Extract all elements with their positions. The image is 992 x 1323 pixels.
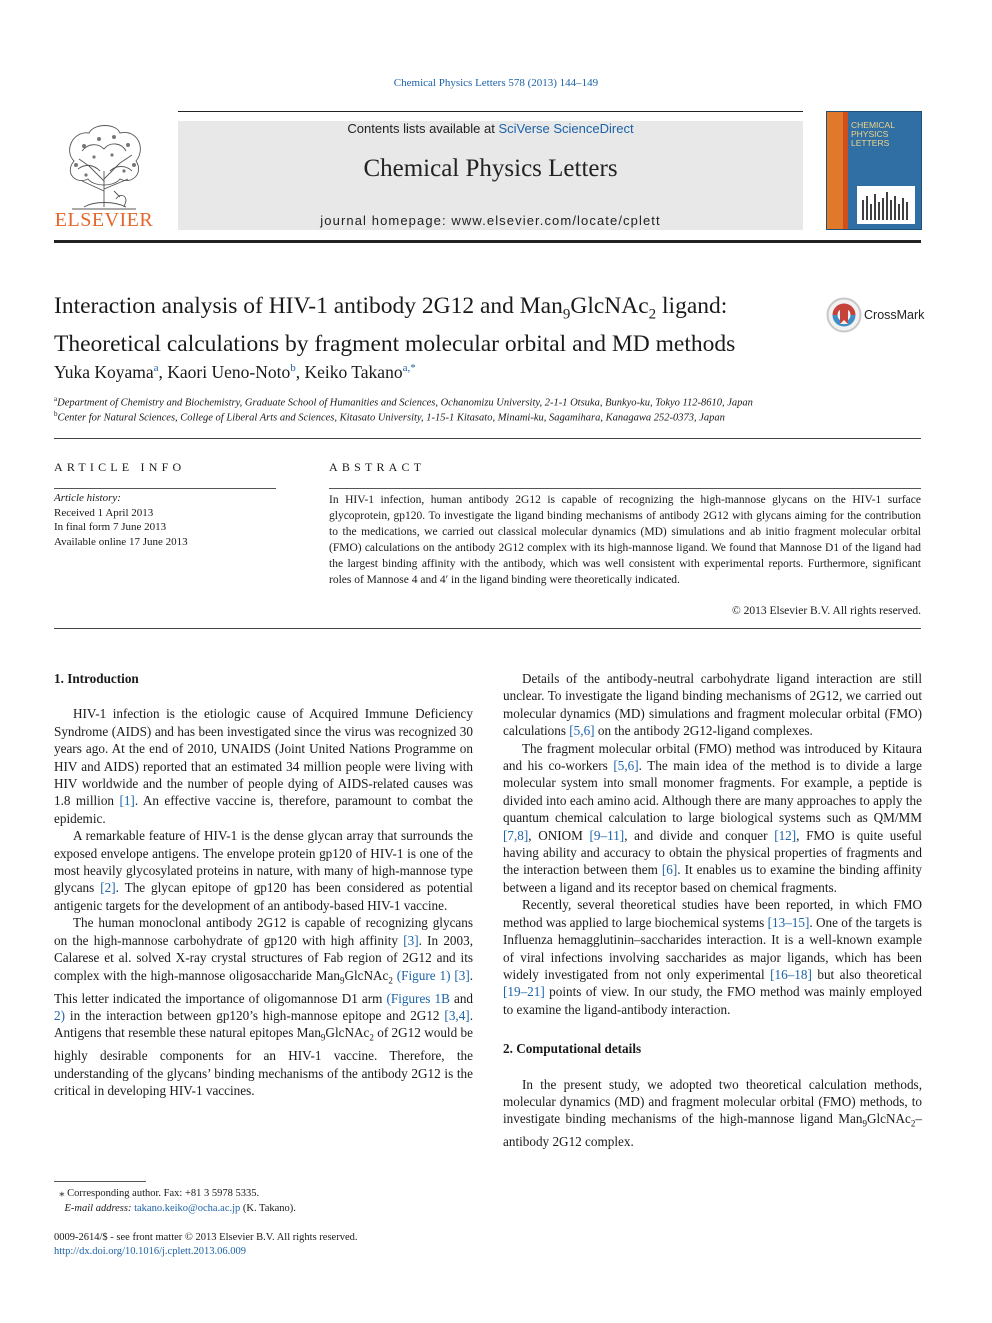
cover-stripe-dark (843, 112, 848, 230)
header-thick-rule (54, 240, 921, 243)
author-name: Yuka Koyama (54, 362, 154, 382)
figure-link[interactable]: (Figure 1) (396, 967, 451, 983)
citation-link[interactable]: [2] (100, 880, 116, 896)
journal-homepage: journal homepage: www.elsevier.com/locate/cplett (320, 213, 661, 228)
author-affil-marker[interactable]: a (153, 362, 159, 375)
figure-link[interactable]: (Figures 1B (386, 990, 450, 1006)
cover-stripe (827, 112, 843, 230)
journal-cover-thumbnail[interactable] (826, 111, 922, 230)
abstract-rule (329, 488, 921, 489)
body-column-right (503, 670, 922, 1151)
paragraph: Details of the antibody-neutral carbohydrate ligand interaction are still unclear. To investigate the ligand binding mechanisms of 2G12, we carried out molecular dynamics (MD) simulations and fragment molecular orbital (FMO) calculations [5,6] on the antibody 2G12-ligand complexes. (503, 671, 922, 739)
paragraph: A remarkable feature of HIV-1 is the dense glycan array that surrounds the exposed envelope antigens. The envelope protein gp120 of HIV-1 is one of the most heavily glycosylated proteins in nature, with many of high-mannose type glycans [2]. The glycan epitope of gp120 has been considered as potential antigenic targets for the development of an antibody-based HIV-1 vaccine. (54, 828, 473, 913)
affiliation-rule (54, 438, 921, 439)
citation-link[interactable]: [12] (774, 827, 797, 843)
abstract-heading: ABSTRACT (329, 460, 426, 474)
paragraph: In the present study, we adopted two theoretical calculation methods, molecular dynamics (MD) and fragment molecular orbital (FMO) methods, to investigate binding mechanisms of the high-mannose ligand Man$_9$GlcNAc$_2$–antibody 2G12 complex. (503, 1076, 922, 1150)
abstract-text: In HIV-1 infection, human antibody 2G12 is capable of recognizing the high-mannose glycans on the HIV-1 surface glycoprotein, gp120. To investigate the ligand binding mechanisms of antibody 2G12 with glycans aiming for the contribution to the medications, we carried out classical molecular dynamics (MD) simulations and ab initio fragment molecular orbital (FMO) calculations on the antibody 2G12 complex with its high-mannose ligand. We found that Mannose D1 of the ligand had the largest binding affinity with the antibody, which was well consistent with experimental reports. Furthermore, significant roles of Mannose 4 and 4′ in the ligand binding were theoretically indicated. (329, 494, 921, 586)
author-name: Kaori Ueno-Noto (167, 362, 291, 382)
author-name: Keiko Takano (304, 362, 403, 382)
section-heading-computational-details: 2. Computational details (503, 1041, 642, 1057)
abstract-bottom-rule (54, 628, 921, 629)
cover-title: CHEMICAL PHYSICS LETTERS (851, 120, 895, 148)
paragraph: The fragment molecular orbital (FMO) method was introduced by Kitaura and his co-workers [5,6]. The main idea of the method is to divide a large molecular system into small monomer fragments. For example, a peptide is divided into each amino acid. Although there are many approaches to apply the quantum chemical calculation to large biological systems such as QM/MM [7,8], ONIOM [9–11], and divide and conquer [12], FMO is quite useful having ability and accuracy to obtain the physical properties of fragments and the interaction between them [6]. It enables us to examine the binding affinity between a ligand and its receptor based on chemical fragments. (503, 740, 922, 895)
citation-link[interactable]: [5,6] (613, 758, 639, 774)
journal-title: Chemical Physics Letters (363, 155, 618, 182)
section-heading-introduction: 1. Introduction (54, 671, 139, 686)
citation-link[interactable]: [9–11] (589, 827, 625, 843)
crossmark-icon[interactable] (826, 297, 862, 333)
citation-link[interactable]: [3,4] (444, 1007, 470, 1023)
cover-spectrum-image (857, 186, 915, 224)
citation-link[interactable]: [13–15] (767, 914, 810, 930)
article-title: Interaction analysis of HIV-1 antibody 2G12 and Man$_9$GlcNAc$_2$ ligand: Theoretical calculations by fragment molecular orbital and MD methods (54, 293, 736, 357)
homepage-link[interactable]: www.elsevier.com/locate/cplett (451, 213, 661, 228)
author-list: Yuka Koyama$^a$, Kaori Ueno-Noto$^b$, Keiko Takano$^{a,*}$ (54, 362, 416, 382)
crossmark-label[interactable]: CrossMark (864, 308, 925, 322)
email-link[interactable]: takano.keiko@ocha.ac.jp (134, 1203, 241, 1214)
abstract-copyright: © 2013 Elsevier B.V. All rights reserved. (732, 605, 921, 617)
citation-link[interactable]: [19–21] (503, 984, 545, 1000)
contents-line: Contents lists available at SciVerse ScienceDirect (347, 121, 634, 136)
author-affil-marker[interactable]: a,* (402, 362, 416, 375)
citation-link[interactable]: [6] (661, 862, 678, 878)
affiliation-b: $^b$Center for Natural Sciences, College of Liberal Arts and Sciences, Kitasato University, 1-15-1 Kitasato, Minami-ku, Sagamihara, Kanagawa 252-0373, Japan (54, 410, 725, 424)
header-top-rule (178, 111, 803, 112)
doi-link[interactable]: http://dx.doi.org/10.1016/j.cplett.2013.06.009 (54, 1246, 247, 1257)
article-history: Article history: Received 1 April 2013 In final form 7 June 2013 Available online 17 June 2013 (54, 492, 188, 548)
corresponding-author-footnote: ⁎ Corresponding author. Fax: +81 3 5978 5335. E-mail address: takano.keiko@ocha.ac.jp (K. Takano). (59, 1188, 296, 1214)
citation-link[interactable]: [7,8] (503, 827, 529, 843)
issn-doi-block: 0009-2614/$ - see front matter © 2013 Elsevier B.V. All rights reserved. http://dx.doi.org/10.1016/j.cplett.2013.06.009 (54, 1232, 358, 1257)
citation-link[interactable]: [1] (119, 793, 135, 809)
affiliation-a: $^a$Department of Chemistry and Biochemistry, Graduate School of Humanities and Sciences, Ochanomizu University, 2-1-1 Otsuka, Bunkyo-ku, Tokyo 112-8610, Japan (54, 395, 753, 409)
citation-link[interactable]: [5,6] (569, 723, 595, 739)
paragraph: The human monoclonal antibody 2G12 is capable of recognizing glycans on the high-mannose carbohydrate of gp120 with high affinity [3]. In 2003, Calarese et al. solved X-ray crystal structures of Fab region of 2G12 and its complex with the high-mannose oligosaccharide Man$_9$GlcNAc$_2$ (Figure 1) [3]. This letter indicated the importance of oligomannose D1 arm (Figures 1B and 2) in the interaction between gp120’s high-mannose epitope and 2G12 [3,4]. Antigens that resemble these natural epitopes Man$_9$GlcNAc$_2$ of 2G12 would be highly desirable components for an HIV-1 vaccine. Therefore, the understanding of the glycans’ binding mechanisms of the antibody 2G12 is the critical in developing HIV-1 vaccines. (54, 915, 474, 1099)
footnote-rule (54, 1181, 146, 1182)
citation-link[interactable]: [3] (454, 967, 470, 983)
paragraph: HIV-1 infection is the etiologic cause of Acquired Immune Deficiency Syndrome (AIDS) and has been investigated since the virus was recognized 30 years ago. At the end of 2010, UNAIDS (Joint United Nations Programme on HIV and AIDS) reported that an estimated 34 million people were living with HIV worldwide and the number of people dying of AIDS-related causes was 1.8 million [1]. An effective vaccine is, therefore, paramount to combat the epidemic. (54, 706, 473, 826)
journal-reference[interactable]: Chemical Physics Letters 578 (2013) 144–149 (393, 77, 599, 89)
citation-link[interactable]: [16–18] (770, 966, 812, 982)
figure-link[interactable]: 2) (54, 1007, 65, 1023)
body-column-left (54, 670, 473, 1100)
author-affil-marker[interactable]: b (290, 362, 296, 375)
citation-link[interactable]: [3] (403, 932, 419, 948)
elsevier-wordmark: ELSEVIER (54, 209, 154, 231)
sciencedirect-link[interactable]: SciVerse ScienceDirect (498, 121, 634, 136)
article-info-rule (54, 488, 276, 489)
paragraph: Recently, several theoretical studies have been reported, in which FMO method was applied to large biochemical systems [13–15]. One of the targets is Influenza hemagglutinin–saccharides interaction. It is a well-known example of viral infections involving saccharides as major ligands, which has been widely investigated from not only experimental [16–18] but also theoretical [19–21] points of view. In our study, the FMO method was mainly employed to examine the ligand-antibody interaction. (503, 897, 922, 1017)
article-info-heading: ARTICLE INFO (54, 460, 186, 474)
